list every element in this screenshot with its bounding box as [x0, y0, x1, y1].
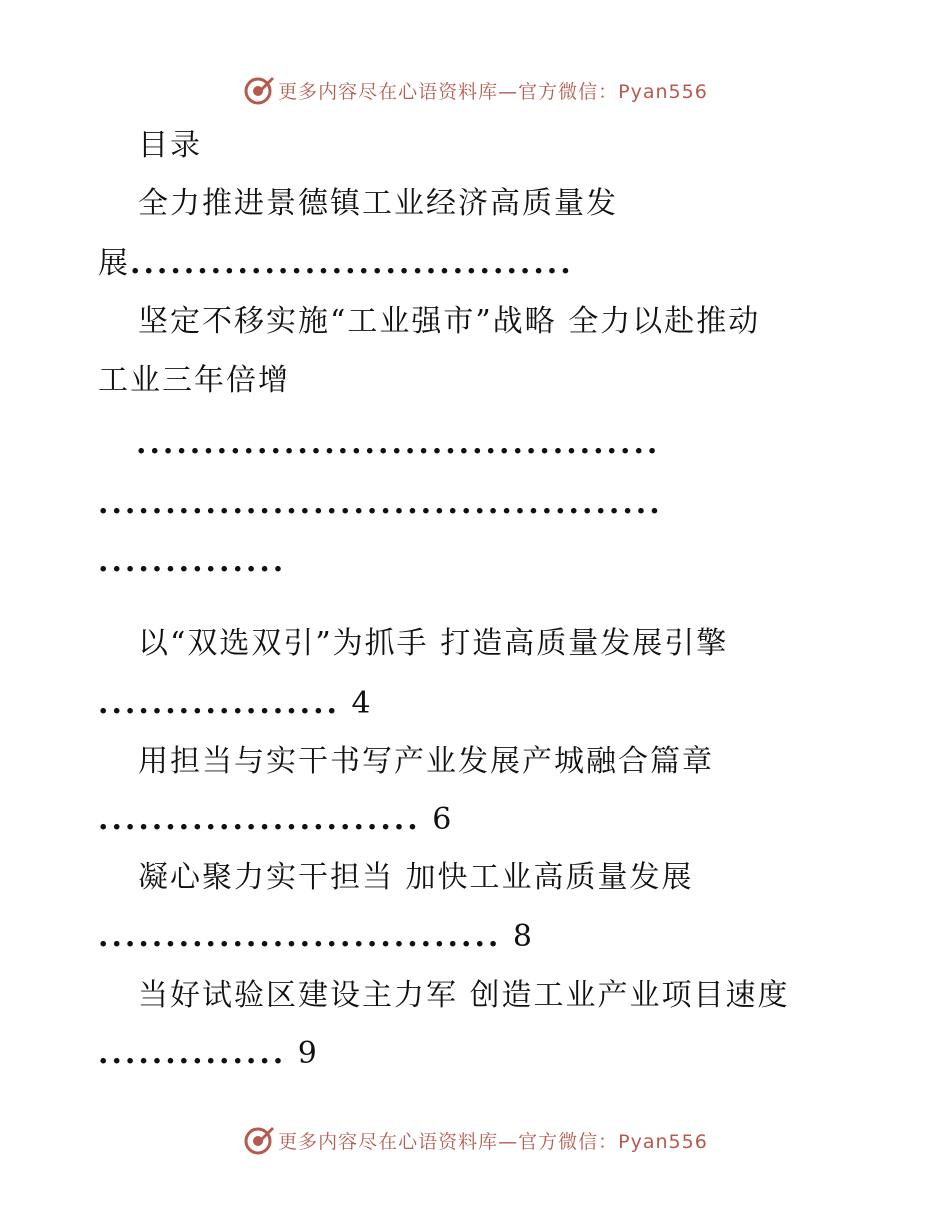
toc-entry-2-dot-leader-1: ....................................... [136, 426, 661, 461]
toc-entry-4-title[interactable]: 用担当与实干书写产业发展产城融合篇章 [138, 744, 714, 779]
toc-entry-6-leader-row[interactable] [98, 1034, 317, 1074]
toc-entry-2-title-end[interactable]: 工业三年倍增 [98, 363, 290, 398]
toc-entry-1-dot-leader: ................................. [130, 246, 574, 281]
toc-entry-1-continuation[interactable] [98, 244, 574, 284]
toc-entry-6-page-number: 9 [297, 1036, 317, 1071]
pen-logo-icon [242, 1123, 276, 1157]
toc-entry-2-dot-leader-2: .......................................... [98, 486, 663, 521]
toc-entry-3-title[interactable]: 以“双选双引”为抓手 打造高质量发展引擎 [138, 626, 729, 661]
toc-entry-1-title[interactable]: 全力推进景德镇工业经济高质量发 [138, 186, 618, 221]
watermark-text: 更多内容尽在心语资料库—官方微信：Pyan556 [278, 80, 708, 103]
watermark-text: 更多内容尽在心语资料库—官方微信：Pyan556 [278, 1130, 708, 1153]
toc-entry-3-page-number: 4 [351, 686, 371, 721]
toc-entry-5-title[interactable]: 凝心聚力实干担当 加快工业高质量发展 [138, 860, 694, 895]
toc-entry-4-dot-leader: ........................ [98, 802, 421, 837]
toc-entry-4-page-number: 6 [432, 802, 452, 837]
toc-entry-6-dot-leader: .............. [98, 1036, 287, 1071]
toc-entry-3-leader-row[interactable] [98, 684, 371, 724]
toc-entry-2-title[interactable]: 坚定不移实施“工业强市”战略 全力以赴推动 [138, 304, 761, 339]
toc-entry-4-leader-row[interactable] [98, 800, 451, 840]
toc-heading: 目录 [138, 128, 202, 163]
toc-entry-3-dot-leader: .................. [98, 686, 340, 721]
watermark-banner-bottom [0, 1120, 950, 1160]
toc-entry-5-dot-leader: .............................. [98, 919, 502, 954]
toc-entry-1-title-end: 展 [98, 246, 130, 281]
toc-entry-5-page-number: 8 [512, 919, 532, 954]
toc-entry-2-dot-leader-3: .............. [98, 544, 287, 579]
toc-entry-5-leader-row[interactable] [98, 917, 532, 957]
toc-entry-6-title[interactable]: 当好试验区建设主力军 创造工业产业项目速度 [138, 978, 790, 1013]
